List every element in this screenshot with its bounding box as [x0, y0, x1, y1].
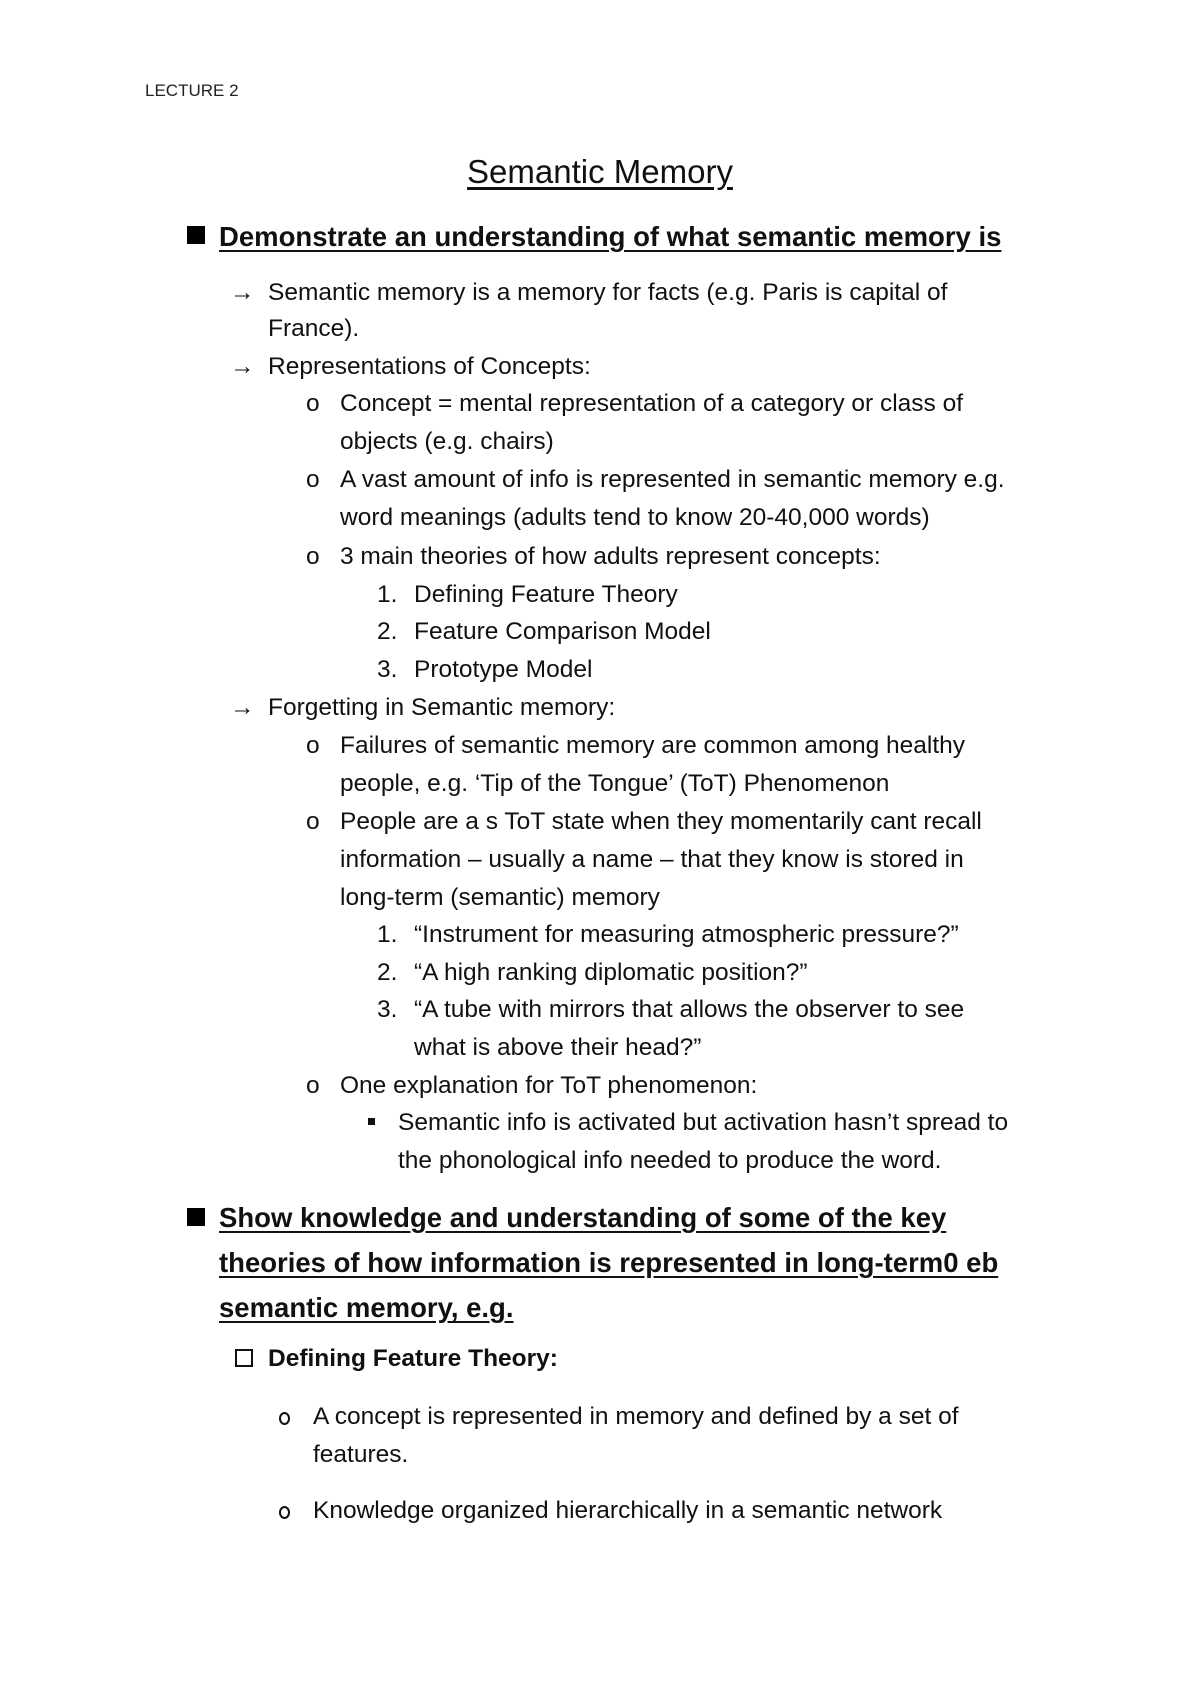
circle-bullet-icon: o	[306, 732, 320, 759]
list-item-text: people, e.g. ‘Tip of the Tongue’ (ToT) Phenomenon	[340, 770, 890, 797]
arrow-icon: →	[230, 353, 255, 380]
list-item-text: One explanation for ToT phenomenon:	[340, 1072, 758, 1099]
subheading: Defining Feature Theory:	[268, 1345, 558, 1372]
circle-bullet-icon: o	[306, 390, 320, 417]
list-number: 3.	[377, 996, 398, 1023]
checkbox-outline-icon	[235, 1349, 253, 1367]
list-item-text: A concept is represented in memory and defined by a set of	[313, 1403, 959, 1430]
list-item-text: what is above their head?”	[414, 1034, 702, 1061]
circle-bullet-icon: o	[306, 1072, 320, 1099]
list-item-text: Prototype Model	[414, 656, 593, 683]
list-item-text: objects (e.g. chairs)	[340, 428, 554, 455]
list-item-text: Concept = mental representation of a category or class of	[340, 390, 964, 417]
circle-bullet-icon: o	[306, 466, 320, 493]
section-heading: Show knowledge and understanding of some of the key	[219, 1202, 947, 1233]
page-title: Semantic Memory	[467, 153, 733, 190]
list-item-text: France).	[268, 315, 360, 342]
arrow-icon: →	[230, 279, 255, 306]
section-heading: theories of how information is represented in long-term0 eb	[219, 1247, 999, 1278]
circle-bullet-icon	[279, 1412, 290, 1425]
list-item-text: Feature Comparison Model	[414, 618, 711, 645]
list-number: 1.	[377, 581, 398, 608]
list-item-text: “Instrument for measuring atmospheric pressure?”	[414, 921, 959, 948]
list-number: 2.	[377, 618, 398, 645]
arrow-icon: →	[230, 694, 255, 721]
list-number: 3.	[377, 656, 398, 683]
list-number: 2.	[377, 959, 398, 986]
list-item-text: Representations of Concepts:	[268, 353, 591, 380]
list-item-text: Failures of semantic memory are common among healthy	[340, 732, 966, 759]
list-item-text: 3 main theories of how adults represent concepts:	[340, 543, 881, 570]
list-item-text: word meanings (adults tend to know 20-40,000 words)	[340, 504, 930, 531]
list-item-text: “A tube with mirrors that allows the observer to see	[414, 996, 965, 1023]
list-item-text: Semantic memory is a memory for facts (e.g. Paris is capital of	[268, 279, 948, 306]
square-bullet-icon	[187, 226, 205, 244]
list-item-text: Defining Feature Theory	[414, 581, 678, 608]
page-header: LECTURE 2	[145, 81, 239, 100]
circle-bullet-icon: o	[306, 808, 320, 835]
circle-bullet-icon: o	[306, 543, 320, 570]
list-item-text: Forgetting in Semantic memory:	[268, 694, 616, 721]
square-bullet-icon	[187, 1208, 205, 1226]
list-item-text: A vast amount of info is represented in semantic memory e.g.	[340, 466, 1005, 493]
circle-bullet-icon	[279, 1506, 290, 1519]
list-item-text: the phonological info needed to produce the word.	[398, 1147, 942, 1174]
list-item-text: People are a s ToT state when they momentarily cant recall	[340, 808, 982, 835]
section-heading: Demonstrate an understanding of what semantic memory is	[219, 221, 1002, 252]
list-item-text: long-term (semantic) memory	[340, 884, 660, 911]
list-item-text: Knowledge organized hierarchically in a semantic network	[313, 1497, 943, 1524]
list-item-text: “A high ranking diplomatic position?”	[414, 959, 808, 986]
section-heading: semantic memory, e.g.	[219, 1292, 514, 1323]
list-item-text: Semantic info is activated but activation hasn’t spread to	[398, 1109, 1009, 1136]
list-item-text: information – usually a name – that they know is stored in	[340, 846, 964, 873]
list-item-text: features.	[313, 1441, 409, 1468]
small-square-bullet-icon	[368, 1118, 375, 1125]
list-number: 1.	[377, 921, 398, 948]
